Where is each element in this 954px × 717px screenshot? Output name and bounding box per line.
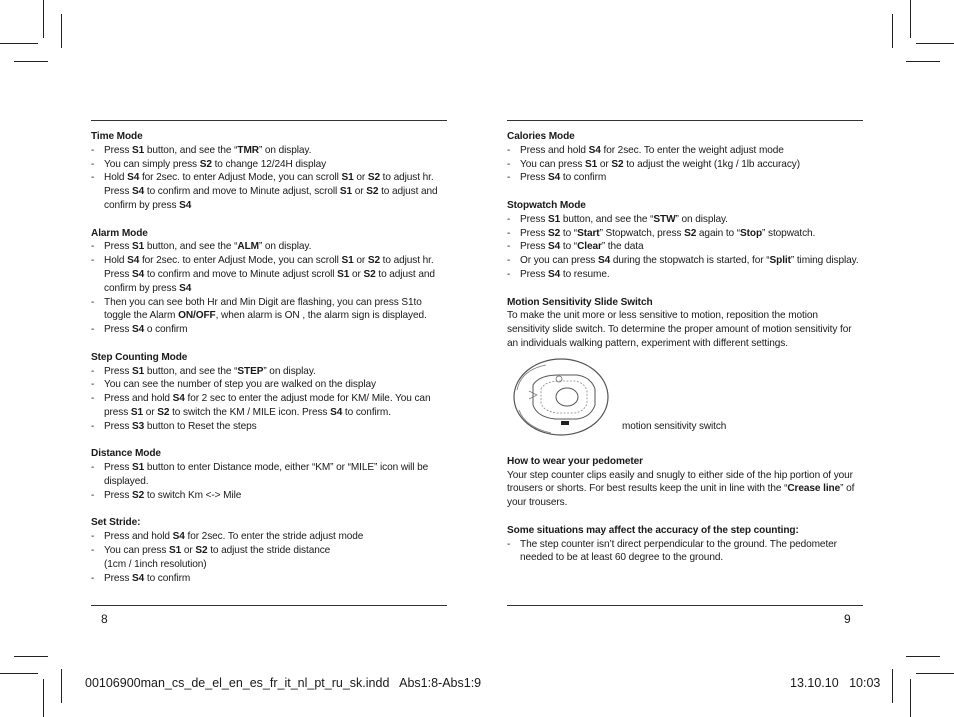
text-run: Press xyxy=(104,420,133,432)
bold-key-term: Start xyxy=(577,227,600,239)
bullet-item xyxy=(91,489,447,503)
text-run: to change 12/24H display xyxy=(211,158,327,170)
text-run: to confirm. xyxy=(342,406,391,418)
bullet-item xyxy=(91,461,447,489)
section-motion-sensitivity-slide-switch xyxy=(507,296,863,441)
bullet-item xyxy=(91,365,447,379)
section-title: Motion Sensitivity Slide Switch xyxy=(507,296,653,308)
text-run: to switch the KM / MILE icon. Press xyxy=(169,406,331,418)
crop-mark xyxy=(906,656,940,657)
bold-key-term: S2 xyxy=(548,227,561,239)
bold-key-term: Stop xyxy=(740,227,763,239)
section-title: How to wear your pedometer xyxy=(507,455,643,467)
text-run: button, and see the “ xyxy=(560,213,654,225)
footer-date-time: 13.10.10 10:03 xyxy=(790,676,881,690)
page-number-left: 8 xyxy=(101,612,108,626)
text-run: Press xyxy=(104,144,133,156)
text-run: Press xyxy=(104,365,133,377)
bold-key-term: Crease line xyxy=(787,483,841,495)
top-rule xyxy=(507,120,863,121)
bold-key-term: S2 xyxy=(684,227,697,239)
text-run: o confirm xyxy=(144,324,188,336)
text-run: to adjust the stride distance xyxy=(207,544,331,556)
text-run: to confirm xyxy=(560,172,607,184)
text-run: to confirm xyxy=(144,572,191,584)
text-run: Then you can see both Hr and Min Digit are flashing, you can press S1to toggle the Alarm xyxy=(104,296,422,322)
bold-key-term: S4 xyxy=(179,199,192,211)
crop-mark xyxy=(14,61,48,62)
bullet-item xyxy=(91,392,447,420)
text-run: Press xyxy=(104,241,133,253)
text-run: to switch Km <-> Mile xyxy=(144,489,242,501)
bold-key-term: S4 xyxy=(132,186,145,198)
text-run: Press and hold xyxy=(520,144,589,156)
bold-key-term: S4 xyxy=(127,255,140,267)
bullet-item xyxy=(91,171,447,212)
text-run: to adjust hr. Press xyxy=(104,255,434,280)
section-how-to-wear-your-pedometer xyxy=(507,455,863,510)
text-run: ” on display. xyxy=(258,241,312,253)
bullet-item xyxy=(507,213,863,227)
bullet-item xyxy=(91,572,447,586)
bullet-item xyxy=(91,144,447,158)
bold-key-term: S4 xyxy=(127,172,140,184)
bold-key-term: S4 xyxy=(548,241,561,253)
crop-mark xyxy=(61,14,62,48)
crop-mark xyxy=(892,14,893,48)
text-run: Hold xyxy=(104,172,128,184)
bottom-rule-right xyxy=(507,605,863,606)
bold-key-term: S4 xyxy=(548,172,561,184)
bullet-item xyxy=(91,420,447,434)
footer-file-info: 00106900man_cs_de_el_en_es_fr_it_nl_pt_ru_sk.indd Abs1:8-Abs1:9 xyxy=(85,676,482,690)
bold-key-term: S1 xyxy=(337,268,350,280)
text-run: ” Stopwatch, press xyxy=(599,227,685,239)
bullet-item xyxy=(91,378,447,392)
text-run: button to enter Distance mode, either “KM” or “MILE” icon will be displayed. xyxy=(104,462,429,487)
text-run: ” on display. xyxy=(258,144,312,156)
bullet-list xyxy=(91,144,447,213)
text-run: ” timing display. xyxy=(790,255,859,267)
section-step-counting-mode xyxy=(91,351,447,434)
bold-key-term: S1 xyxy=(339,186,353,198)
section-title: Set Stride: xyxy=(91,517,141,529)
text-run: for 2sec. to enter Adjust Mode, you can scroll xyxy=(139,255,342,267)
text-run: ” the data xyxy=(601,241,644,253)
section-title: Distance Mode xyxy=(91,448,161,460)
bold-key-term: S1 xyxy=(132,241,145,253)
page-number-right: 9 xyxy=(844,612,851,626)
bullet-item xyxy=(91,296,447,324)
bold-key-term: S2 xyxy=(157,406,170,418)
crop-mark xyxy=(916,43,954,44)
text-run: to “ xyxy=(560,241,578,253)
bullet-item xyxy=(507,171,863,185)
text-run: button, and see the “ xyxy=(144,241,238,253)
section-title: Stopwatch Mode xyxy=(507,199,586,211)
text-run: Press xyxy=(104,489,133,501)
bold-key-term: S1 xyxy=(341,255,354,267)
text-run: ” of your trousers. xyxy=(507,483,855,509)
bold-key-term: S1 xyxy=(548,213,561,225)
crop-mark xyxy=(0,673,38,674)
text-run: Press xyxy=(520,241,549,253)
bullet-item xyxy=(507,268,863,282)
section-alarm-mode xyxy=(91,227,447,337)
bold-key-term: S2 xyxy=(195,544,208,556)
text-run: for 2sec. To enter the stride adjust mode xyxy=(184,531,364,543)
text-run: or xyxy=(352,186,367,198)
text-run: or xyxy=(181,544,196,556)
text-run: ” stopwatch. xyxy=(762,227,816,239)
bold-key-term: S1 xyxy=(132,144,145,156)
text-run: You can press xyxy=(104,544,170,556)
bullet-item xyxy=(507,254,863,268)
text-run: Press xyxy=(104,324,133,336)
text-run: , when alarm is ON , the alarm sign is displayed. xyxy=(215,310,427,322)
text-run: Press xyxy=(104,572,133,584)
text-run: to adjust and confirm by press xyxy=(104,268,435,294)
bullet-item xyxy=(507,538,863,566)
text-run: Your step counter clips easily and snugly to either side of the hip portion of your trousers or shorts. For best results keep the unit in line with the “ xyxy=(507,469,853,495)
text-run: You can press xyxy=(520,158,586,170)
crop-mark xyxy=(906,61,940,62)
figure-caption: motion sensitivity switch xyxy=(622,420,727,432)
text-run: for 2sec. To enter the weight adjust mode xyxy=(600,144,784,156)
bold-key-term: S4 xyxy=(597,255,611,267)
section-title: Time Mode xyxy=(91,131,143,142)
bold-key-term: S4 xyxy=(172,531,185,543)
bold-key-term: Clear xyxy=(577,241,602,253)
text-run: button to Reset the steps xyxy=(144,420,257,432)
top-rule xyxy=(91,120,447,121)
bold-key-term: ALM xyxy=(237,241,259,253)
bold-key-term: S2 xyxy=(367,255,380,267)
bullet-list xyxy=(507,144,863,185)
section-title: Calories Mode xyxy=(507,131,575,142)
text-run: to adjust hr. Press xyxy=(104,172,434,198)
text-run: or xyxy=(353,255,368,267)
text-run: ” on display. xyxy=(263,365,316,377)
section-some-situations-may-affect-the-accuracy-of-the-step-counting xyxy=(507,524,863,565)
bullet-list xyxy=(507,538,863,566)
text-run: button, and see the “ xyxy=(144,144,238,156)
bold-key-term: TMR xyxy=(237,144,259,156)
text-run: to resume. xyxy=(560,268,610,280)
text-run: You can see the number of step you are walked on the display xyxy=(104,379,376,391)
text-run: for 2sec. to enter Adjust Mode, you can scroll xyxy=(139,172,342,184)
section-title: Alarm Mode xyxy=(91,227,148,239)
text-run: Or you can press xyxy=(520,255,598,267)
bold-key-term: S1 xyxy=(169,544,182,556)
bold-key-term: S4 xyxy=(179,282,192,294)
bullet-item xyxy=(91,240,447,254)
bold-key-term: S4 xyxy=(172,393,185,405)
section-stopwatch-mode xyxy=(507,199,863,282)
text-run: to “ xyxy=(560,227,578,239)
bold-key-term: S2 xyxy=(363,268,376,280)
text-run: to adjust the weight (1kg / 1lb accuracy) xyxy=(623,158,800,170)
bullet-item xyxy=(507,227,863,241)
bold-key-term: Split xyxy=(769,255,791,267)
crop-mark xyxy=(43,679,44,717)
section-title: Some situations may affect the accuracy of the step counting: xyxy=(507,524,799,536)
bold-key-term: S2 xyxy=(367,172,380,184)
bullet-list xyxy=(507,213,863,282)
crop-mark xyxy=(910,679,911,717)
bottom-rule-left xyxy=(91,605,447,606)
bold-key-term: S2 xyxy=(611,158,624,170)
pedometer-figure xyxy=(507,355,863,441)
bullet-item xyxy=(91,530,447,544)
text-run: button, and see the “ xyxy=(144,365,238,377)
bold-key-term: STEP xyxy=(237,365,264,377)
left-page-content xyxy=(91,130,447,599)
crop-mark xyxy=(892,669,893,703)
bold-key-term: S3 xyxy=(132,420,145,432)
right-page-content xyxy=(507,130,863,579)
bold-key-term: S4 xyxy=(132,572,145,584)
text-run: (1cm / 1inch resolution) xyxy=(104,558,207,570)
section-paragraph xyxy=(507,469,863,510)
text-run: Press xyxy=(520,213,549,225)
crop-mark xyxy=(14,656,48,657)
bold-key-term: S4 xyxy=(548,268,561,280)
section-calories-mode xyxy=(507,130,863,185)
text-run: or xyxy=(597,158,612,170)
text-run: to adjust and confirm by press xyxy=(104,186,438,211)
pedometer-back-illustration xyxy=(511,355,617,439)
bullet-item xyxy=(91,544,447,572)
bold-key-term: ON/OFF xyxy=(178,310,216,322)
crop-mark xyxy=(916,673,954,674)
text-run: to confirm and move to Minute adjust, scroll xyxy=(144,186,340,198)
bullet-item xyxy=(507,240,863,254)
text-run: You can simply press xyxy=(104,158,200,170)
text-run: or xyxy=(353,172,368,184)
text-run: for 2 sec to enter the adjust mode for KM/ Mile. You can press xyxy=(104,393,431,418)
bold-key-term: S4 xyxy=(588,144,601,156)
crop-mark xyxy=(43,0,44,38)
crop-mark xyxy=(0,43,38,44)
text-run: ” on display. xyxy=(675,213,728,225)
bullet-list xyxy=(91,240,447,337)
bold-key-term: S1 xyxy=(341,172,354,184)
text-run: Press and hold xyxy=(104,531,173,543)
section-title: Step Counting Mode xyxy=(91,351,188,363)
section-paragraph: To make the unit more or less sensitive to motion, reposition the motion sensitivity slide switch. To determine the proper amount of motion sensitivity for an individuals walking pattern, experiment with different settings. xyxy=(507,310,852,349)
bold-key-term: S2 xyxy=(199,158,212,170)
bold-key-term: S1 xyxy=(132,365,145,377)
text-run: Hold xyxy=(104,255,128,267)
section-distance-mode xyxy=(91,447,447,502)
bold-key-term: S1 xyxy=(585,158,598,170)
bold-key-term: S4 xyxy=(330,406,343,418)
bold-key-term: S4 xyxy=(132,268,145,280)
bullet-list xyxy=(91,530,447,585)
bullet-list xyxy=(91,461,447,502)
text-run: Press xyxy=(520,172,549,184)
bold-key-term: S1 xyxy=(130,406,144,418)
bold-key-term: S1 xyxy=(132,462,145,474)
section-time-mode xyxy=(91,130,447,213)
crop-mark xyxy=(910,0,911,38)
bullet-item xyxy=(507,158,863,172)
text-run: The step counter isn’t direct perpendicular to the ground. The pedometer needed to be at least 60 degree to the ground. xyxy=(520,538,837,564)
text-run: Press xyxy=(104,462,133,474)
bullet-list xyxy=(91,365,447,434)
bold-key-term: STW xyxy=(653,213,676,225)
section-set-stride xyxy=(91,516,447,585)
bold-key-term: S2 xyxy=(366,186,379,198)
text-run: or xyxy=(143,406,158,418)
text-run: Press xyxy=(520,227,549,239)
bullet-item xyxy=(91,254,447,295)
text-run: again to “ xyxy=(696,227,741,239)
text-run: Press xyxy=(520,268,549,280)
bullet-item xyxy=(91,158,447,172)
text-run: to confirm and move to Minute adjust scroll xyxy=(144,268,338,280)
bold-key-term: S4 xyxy=(132,324,145,336)
text-run: during the stopwatch is started, for “ xyxy=(610,255,770,267)
text-run: Press and hold xyxy=(104,393,173,405)
bullet-item xyxy=(91,323,447,337)
text-run: or xyxy=(349,268,364,280)
bold-key-term: S2 xyxy=(132,489,145,501)
crop-mark xyxy=(61,669,62,703)
bullet-item xyxy=(507,144,863,158)
